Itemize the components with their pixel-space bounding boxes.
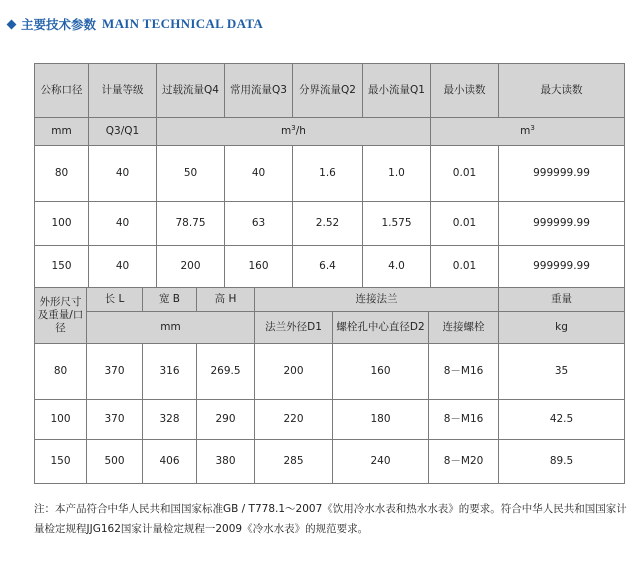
table-cell: 0.01 <box>431 246 499 288</box>
table-cell: 316 <box>143 344 197 400</box>
table-row <box>35 400 625 440</box>
table-subheader-row <box>35 312 625 344</box>
section-heading <box>6 12 263 36</box>
table-row <box>35 202 625 246</box>
header-weight: 重量 <box>499 288 625 312</box>
table-cell: 500 <box>87 440 143 484</box>
header-overload-flow: 过载流量Q4 <box>157 64 225 118</box>
table-cell: 150 <box>35 246 89 288</box>
table-cell: 4.0 <box>363 246 431 288</box>
unit-mm: mm <box>87 312 255 344</box>
table-cell: 180 <box>333 400 429 440</box>
table-cell: 328 <box>143 400 197 440</box>
table-cell: 1.0 <box>363 146 431 202</box>
table-cell: 40 <box>89 146 157 202</box>
table-cell: 150 <box>35 440 87 484</box>
table-cell: 370 <box>87 400 143 440</box>
table-cell: 0.01 <box>431 146 499 202</box>
table-cell: 50 <box>157 146 225 202</box>
table-cell: 100 <box>35 400 87 440</box>
header-flange-connection: 连接法兰 <box>255 288 499 312</box>
heading-title-cn: 主要技术参数 <box>21 17 97 32</box>
table-cell: 1.6 <box>293 146 363 202</box>
table-cell: 78.75 <box>157 202 225 246</box>
standards-note: 注：本产品符合中华人民共和国国家标准GB / T778.1～2007《饮用冷水水表和热水水表》的要求。符合中华人民共和国国家计量检定规程JJG162国家计量检定规程一2009《冷水水表》的规范要求。 <box>34 503 627 535</box>
table-cell: 999999.99 <box>499 246 625 288</box>
table-row <box>35 344 625 400</box>
header-width: 宽 B <box>143 288 197 312</box>
header-flange-outer-diameter: 法兰外径D1 <box>255 312 333 344</box>
header-minimum-flow: 最小流量Q1 <box>363 64 431 118</box>
table-cell: 200 <box>157 246 225 288</box>
unit-reading: $m^3$ <box>431 118 625 146</box>
unit-kg: kg <box>499 312 625 344</box>
header-transitional-flow: 分界流量Q2 <box>293 64 363 118</box>
table-row <box>35 246 625 288</box>
table-cell: 63 <box>225 202 293 246</box>
table-cell: 40 <box>89 202 157 246</box>
header-height: 高 H <box>197 288 255 312</box>
table-row <box>35 146 625 202</box>
table-cell: 40 <box>89 246 157 288</box>
header-minimum-reading: 最小读数 <box>431 64 499 118</box>
table-cell: 42.5 <box>499 400 625 440</box>
unit-ratio: Q3/Q1 <box>89 118 157 146</box>
diamond-bullet-icon <box>7 19 17 29</box>
table-cell: 285 <box>255 440 333 484</box>
header-length: 长 L <box>87 288 143 312</box>
unit-mm: mm <box>35 118 89 146</box>
table-cell: 1.575 <box>363 202 431 246</box>
header-nominal-diameter: 公称口径 <box>35 64 89 118</box>
table-cell: 6.4 <box>293 246 363 288</box>
table-row <box>35 440 625 484</box>
table-unit-row <box>35 118 625 146</box>
table-cell: 269.5 <box>197 344 255 400</box>
table-header-row <box>35 64 625 118</box>
table-cell: 220 <box>255 400 333 440</box>
table-cell: 370 <box>87 344 143 400</box>
flow-spec-table <box>34 63 625 288</box>
header-connecting-bolts: 连接螺栓 <box>429 312 499 344</box>
table-cell: 80 <box>35 344 87 400</box>
table-cell: 40 <box>225 146 293 202</box>
table-cell: 999999.99 <box>499 202 625 246</box>
table-cell: 89.5 <box>499 440 625 484</box>
table-cell: 200 <box>255 344 333 400</box>
table-cell: 999999.99 <box>499 146 625 202</box>
header-metrological-class: 计量等级 <box>89 64 157 118</box>
table-cell: 0.01 <box>431 202 499 246</box>
table-cell: 100 <box>35 202 89 246</box>
table-cell: 240 <box>333 440 429 484</box>
dimension-spec-table <box>34 287 625 484</box>
header-permanent-flow: 常用流量Q3 <box>225 64 293 118</box>
header-dimensions-weight-diameter: 外形尺寸及重量/口径 <box>35 288 87 344</box>
table-cell: 380 <box>197 440 255 484</box>
header-bolt-circle-diameter: 螺栓孔中心直径D2 <box>333 312 429 344</box>
table-cell: 80 <box>35 146 89 202</box>
table-cell: 2.52 <box>293 202 363 246</box>
table-cell: 8－M16 <box>429 344 499 400</box>
table-cell: 290 <box>197 400 255 440</box>
header-maximum-reading: 最大读数 <box>499 64 625 118</box>
table-cell: 8－M20 <box>429 440 499 484</box>
table-cell: 160 <box>225 246 293 288</box>
table-cell: 406 <box>143 440 197 484</box>
table-cell: 8－M16 <box>429 400 499 440</box>
table-header-row <box>35 288 625 312</box>
heading-title-en: MAIN TECHNICAL DATA <box>102 16 264 31</box>
unit-flow: $m^3/h$ <box>157 118 431 146</box>
table-cell: 160 <box>333 344 429 400</box>
table-cell: 35 <box>499 344 625 400</box>
